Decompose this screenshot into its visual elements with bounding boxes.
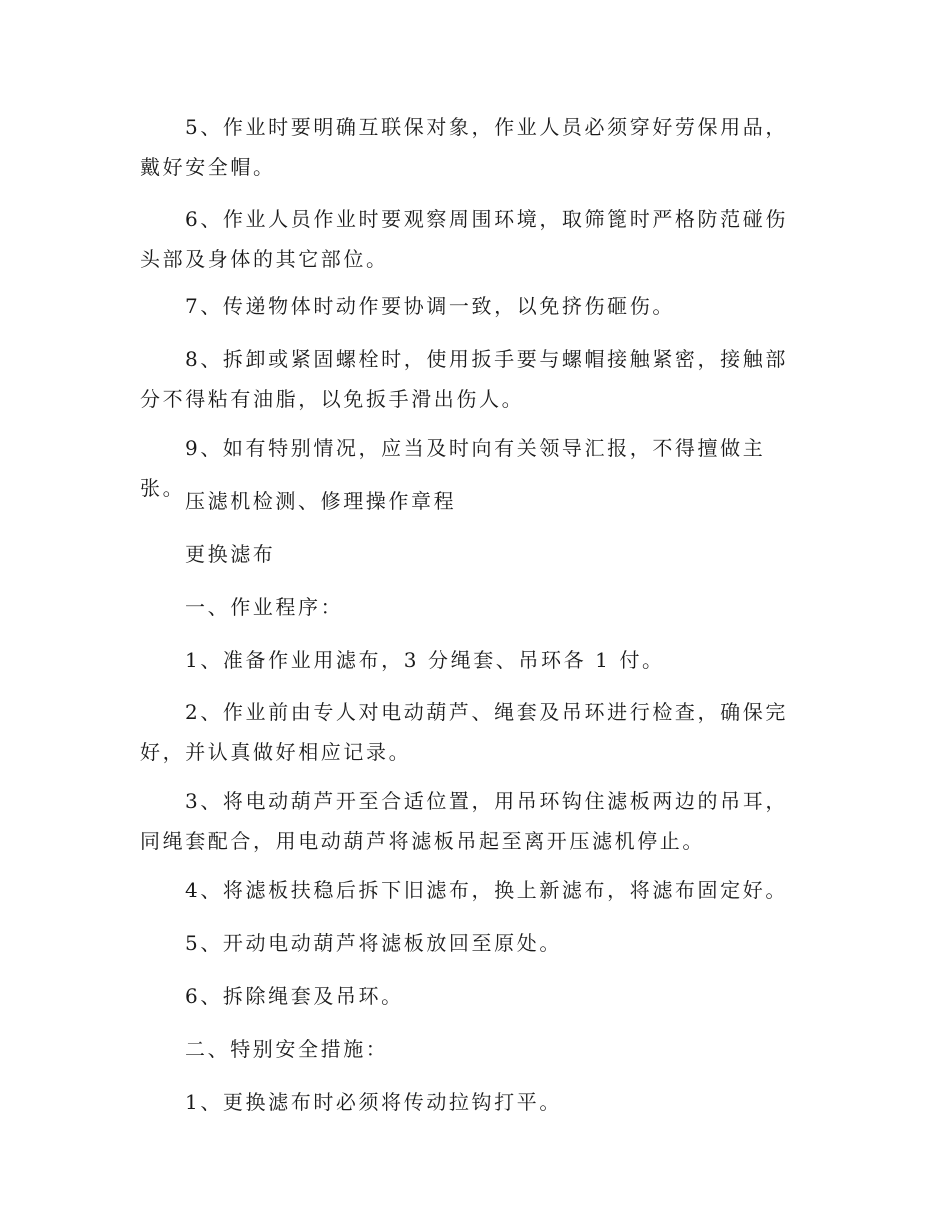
paragraph-step-2: 2、作业前由专人对电动葫芦、绳套及吊环进行检查，确保完好，并认真做好相应记录。 (140, 700, 788, 764)
paragraph-step-1: 1、准备作业用滤布，3 分绳套、吊环各 1 付。 (185, 648, 665, 672)
subheading-replace-cloth: 更换滤布 (185, 542, 276, 566)
subheading-procedure: 一、作业程序： (185, 595, 344, 619)
paragraph-step-4: 4、将滤板扶稳后拆下旧滤布，换上新滤布，将滤布固定好。 (185, 878, 788, 902)
section-heading-filter-press: 压滤机检测、修理操作章程 (185, 489, 457, 513)
paragraph-item-6-surroundings: 6、作业人员作业时要观察周围环境，取筛篦时严格防范碰伤头部及身体的其它部位。 (140, 207, 788, 271)
subheading-safety-measures: 二、特别安全措施： (185, 1037, 389, 1061)
paragraph-item-8-bolts: 8、拆卸或紧固螺栓时，使用扳手要与螺帽接触紧密，接触部分不得粘有油脂，以免扳手滑出伤人。 (140, 347, 788, 411)
paragraph-step-6: 6、拆除绳套及吊环。 (185, 984, 404, 1008)
paragraph-safety-1: 1、更换滤布时必须将传动拉钩打平。 (185, 1090, 562, 1114)
paragraph-step-5: 5、开动电动葫芦将滤板放回至原处。 (185, 931, 562, 955)
paragraph-step-3: 3、将电动葫芦开至合适位置，用吊环钩住滤板两边的吊耳，同绳套配合，用电动葫芦将滤板吊起至离开压滤机停止。 (140, 789, 788, 853)
paragraph-item-7-transfer: 7、传递物体时动作要协调一致，以免挤伤砸伤。 (185, 294, 675, 318)
paragraph-item-9-report: 9、如有特别情况，应当及时向有关领导汇报，不得擅做主张。 (140, 436, 766, 500)
paragraph-item-5-helmet: 5、作业时要明确互联保对象，作业人员必须穿好劳保用品，戴好安全帽。 (140, 115, 788, 179)
